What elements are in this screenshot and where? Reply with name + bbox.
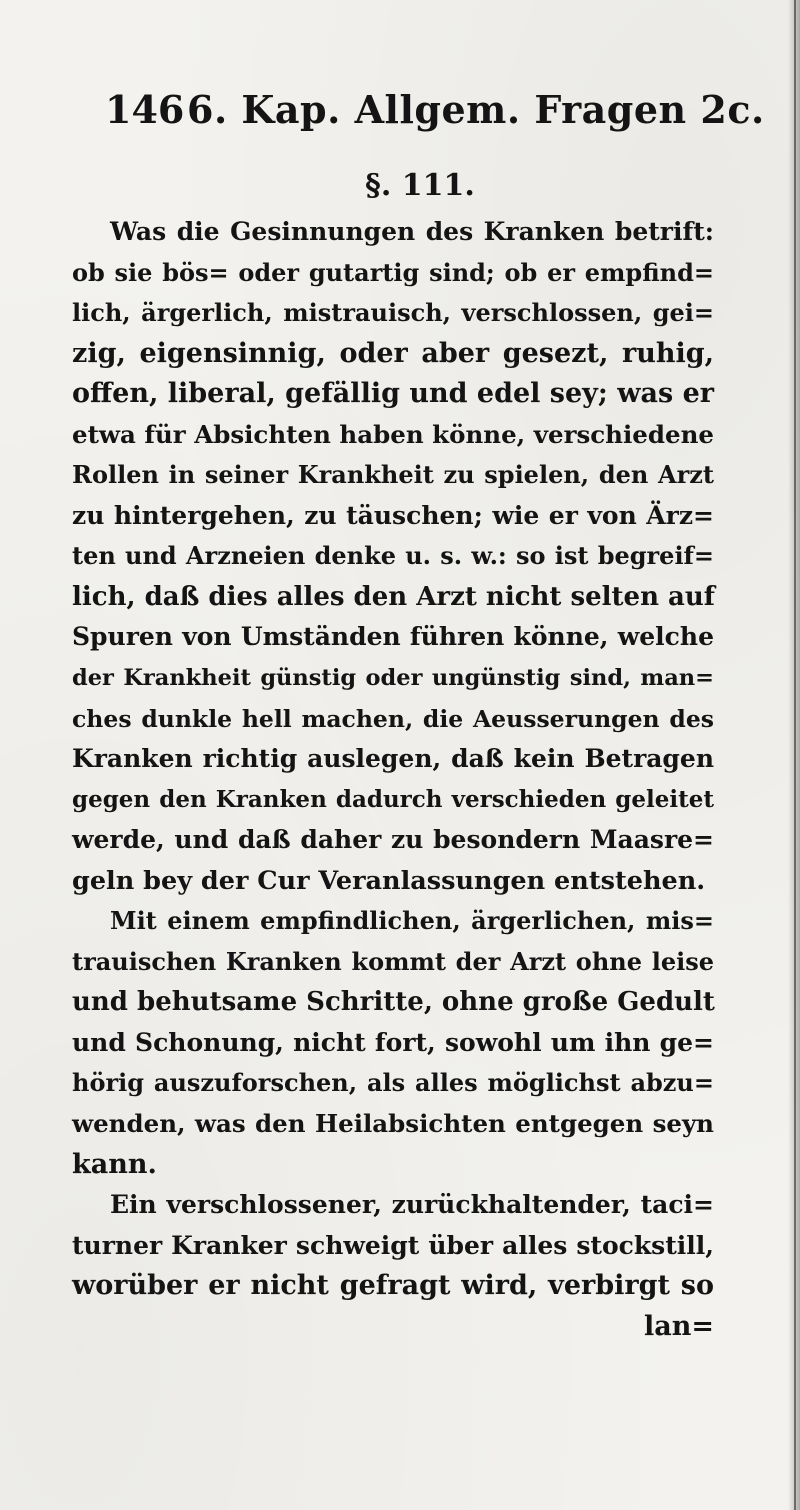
text-line: geln bey der Cur Veranlassungen entstehen. (72, 865, 706, 896)
body-text (72, 212, 714, 1347)
text-line: und behutsame Schritte, ohne große Gedult (72, 987, 715, 1018)
text-line: Ein verschlossener, zurückhaltender, taci= (110, 1190, 714, 1220)
text-line: Spuren von Umständen führen könne, welche (72, 622, 714, 652)
text-line: wenden, was den Heilabsichten entgegen seyn (72, 1109, 714, 1139)
page-header (105, 80, 765, 140)
running-head: 6. Kap. Allgem. Fragen 2c. (187, 87, 765, 132)
text-line: etwa für Absichten haben könne, verschiedene (72, 419, 715, 449)
text-line: zu hintergehen, zu täuschen; wie er von Ärz= (72, 500, 714, 530)
text-line: Mit einem empfindlichen, ärgerlichen, mis= (110, 906, 714, 936)
catchword: lan= (643, 1310, 714, 1342)
text-line: der Krankheit günstig oder ungünstig sind, man= (72, 665, 714, 692)
text-line: und Schonung, nicht fort, sowohl um ihn ge= (72, 1027, 714, 1057)
text-line: gegen den Kranken dadurch verschieden geleitet (72, 785, 714, 813)
page-edge-line (794, 0, 796, 1510)
text-line: lich, daß dies alles den Arzt nicht selten auf (72, 581, 715, 612)
text-line: hörig auszuforschen, als alles möglichst abzu= (72, 1068, 714, 1098)
text-line: ob sie bös= oder gutartig sind; ob er empfind= (72, 257, 714, 287)
text-line: werde, und daß daher zu besondern Maasre= (72, 825, 714, 855)
text-line: ten und Arzneien denke u. s. w.: so ist begreif= (72, 541, 714, 571)
text-line: zig, eigensinnig, oder aber gesezt, ruhig, (72, 337, 714, 369)
text-line: worüber er nicht gefragt wird, verbirgt so (72, 1270, 714, 1302)
page-number: 146 (105, 87, 185, 132)
text-line: offen, liberal, gefällig und edel sey; was er (72, 378, 714, 410)
text-line: turner Kranker schweigt über alles stockstill, (72, 1230, 714, 1260)
text-line: Rollen in seiner Krankheit zu spielen, den Arzt (72, 460, 714, 490)
text-line: trauischen Kranken kommt der Arzt ohne leise (72, 946, 714, 976)
text-line: kann. (72, 1148, 157, 1180)
section-marker: §. 111. (365, 168, 475, 203)
text-line: ches dunkle hell machen, die Aeusserungen des (72, 704, 714, 733)
text-line: Kranken richtig auslegen, daß kein Betragen (72, 744, 714, 774)
text-line: lich, ärgerlich, mistrauisch, verschlossen, gei= (72, 298, 714, 328)
text-line: Was die Gesinnungen des Kranken betrift: (110, 217, 714, 246)
